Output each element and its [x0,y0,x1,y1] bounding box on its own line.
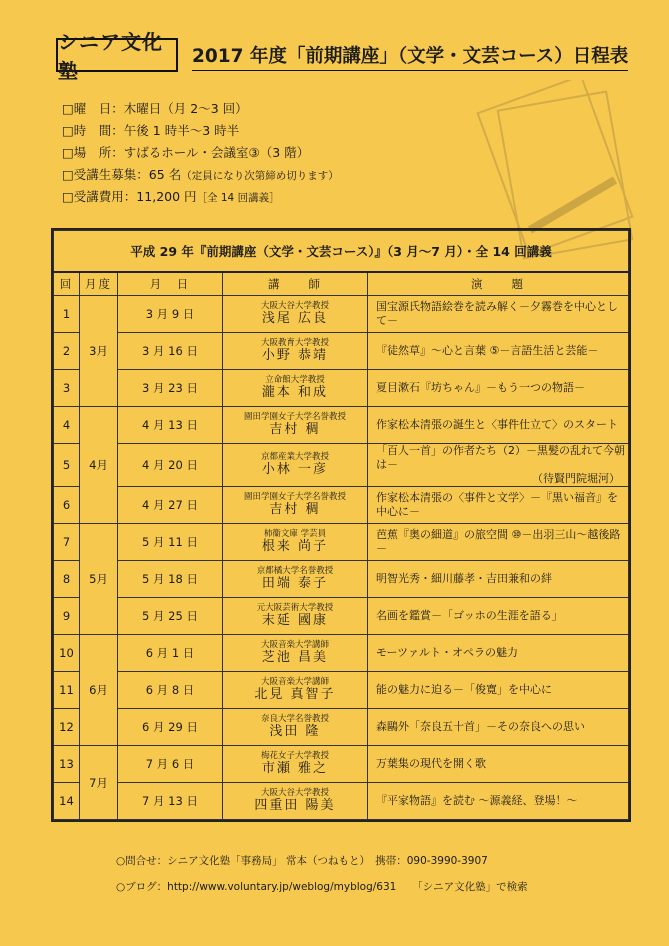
table-row [54,407,629,444]
cell-topic [368,370,629,407]
table-row [54,672,629,709]
table-row [54,370,629,407]
table-row [54,444,629,487]
info-place: □場 所：すばるホール・会議室③（3 階） [62,145,310,160]
cell-lecturer [223,296,368,333]
cell-date: 4 月 20 日 [118,444,223,487]
topic-text: 「百人一首」の作者たち（2）－黒髪の乱れて今朝は－ [376,444,625,471]
topic-text: 万葉集の現代を開く歌 [376,757,486,770]
lecturer-name: 末延 國康 [261,613,329,628]
logo-box: シニア文化塾 [56,38,178,72]
lecturer-name: 根来 尚子 [261,539,329,554]
lecturer-affiliation: 梅花女子大学教授 [260,751,329,761]
info-capacity: □受講生募集：65 名（定員になり次第締め切ります） [62,167,339,182]
cell-date: 3 月 9 日 [118,296,223,333]
cell-topic [368,598,629,635]
cell-month: 7月 [80,746,118,820]
cell-lecturer [223,783,368,820]
header-date: 月 日 [118,272,223,296]
info-fee: □受講費用：11,200 円［全 14 回講義］ [62,189,280,204]
cell-no: 5 [54,444,80,487]
cell-topic [368,746,629,783]
cell-date: 6 月 1 日 [118,635,223,672]
schedule-table [53,230,629,820]
cell-lecturer [223,598,368,635]
cell-date: 7 月 13 日 [118,783,223,820]
table-row [54,783,629,820]
cell-date: 5 月 18 日 [118,561,223,598]
info-time: □時 間：午後 1 時半～3 時半 [62,123,240,138]
course-info [62,98,482,208]
lecturer-name: 浅尾 広良 [261,311,329,326]
cell-no: 1 [54,296,80,333]
topic-text: 国宝源氏物語絵巻を読み解く－夕霧巻を中心として－ [376,300,618,327]
footer [116,848,528,900]
lecturer-name: 芝池 昌美 [261,650,329,665]
topic-text: モーツァルト・オペラの魅力 [376,646,519,659]
cell-topic [368,333,629,370]
cell-lecturer [223,672,368,709]
cell-lecturer [223,407,368,444]
lecturer-name: 市瀬 雅之 [261,761,329,776]
lecturer-name: 吉村 稠 [269,422,321,437]
cell-topic [368,635,629,672]
cell-lecturer [223,370,368,407]
topic-text: 能の魅力に迫る－「俊寛」を中心に [376,683,552,696]
cell-month: 5月 [80,524,118,635]
info-day: □曜 日：木曜日（月 2～3 回） [62,101,248,116]
header [56,30,636,83]
cell-topic [368,407,629,444]
cell-no: 11 [54,672,80,709]
cell-topic [368,487,629,524]
lecturer-affiliation: 大阪音楽大学講師 [260,677,329,687]
table-row [54,524,629,561]
cell-topic [368,524,629,561]
table-row [54,635,629,672]
table-row [54,598,629,635]
lecturer-affiliation: 大阪教育大学教授 [260,338,329,348]
cell-no: 10 [54,635,80,672]
table-caption: 平成 29 年『前期講座（文学・文芸コース）』（3 月～7 月）・全 14 回講義 [54,231,629,273]
cell-date: 5 月 25 日 [118,598,223,635]
cell-no: 3 [54,370,80,407]
cell-lecturer [223,746,368,783]
header-no: 回 [54,272,80,296]
cell-topic [368,561,629,598]
topic-text: 森鷗外「奈良五十首」－その奈良への思い [376,720,585,733]
header-month: 月度 [80,272,118,296]
lecturer-affiliation: 大阪大谷大学教授 [260,301,329,311]
table-row [54,333,629,370]
topic-text: 夏目漱石『坊ちゃん』－もう一つの物語－ [376,381,585,394]
cell-topic [368,444,629,487]
table-row [54,296,629,333]
lecturer-affiliation: 大阪音楽大学講師 [260,640,329,650]
lecturer-affiliation: 奈良大学名誉教授 [260,714,329,724]
cell-no: 12 [54,709,80,746]
lecturer-name: 吉村 稠 [269,502,321,517]
header-lecturer: 講 師 [223,272,368,296]
topic-subtext: （待賢門院堀河） [532,472,620,485]
table-row [54,746,629,783]
schedule-table-frame [51,228,631,822]
topic-text: 名画を鑑賞－「ゴッホの生涯を語る」 [376,609,563,622]
table-row [54,709,629,746]
topic-text: 芭蕉『奥の細道』の旅空間 ⑩－出羽三山～越後路－ [376,528,621,555]
page-title: 2017 年度「前期講座」（文学・文芸コース）日程表 [192,42,628,71]
cell-month: 6月 [80,635,118,746]
cell-no: 2 [54,333,80,370]
topic-text: 『徒然草』～心と言葉 ⑤－言語生活と芸能－ [376,344,599,357]
cell-topic [368,783,629,820]
lecturer-affiliation: 元大阪芸術大学教授 [256,603,334,613]
blog-line: ○ブログ：http://www.voluntary.jp/weblog/myblog/631 「シニア文化塾」で検索 [116,881,528,893]
lecturer-affiliation: 京都橘大学名誉教授 [256,566,334,576]
cell-lecturer [223,561,368,598]
cell-topic [368,709,629,746]
lecturer-affiliation: 京都産業大学教授 [260,452,329,462]
cell-no: 9 [54,598,80,635]
cell-topic [368,296,629,333]
cell-lecturer [223,444,368,487]
topic-text: 明智光秀・細川藤孝・吉田兼和の絆 [376,572,552,585]
cell-month: 4月 [80,407,118,524]
lecturer-name: 瀧本 和成 [261,385,329,400]
table-row [54,487,629,524]
cell-lecturer [223,709,368,746]
cell-no: 13 [54,746,80,783]
cell-topic [368,672,629,709]
cell-no: 7 [54,524,80,561]
cell-date: 6 月 29 日 [118,709,223,746]
cell-date: 5 月 11 日 [118,524,223,561]
topic-text: 作家松本清張の誕生と〈事件仕立て〉のスタート [376,418,618,431]
cell-date: 7 月 6 日 [118,746,223,783]
cell-lecturer [223,635,368,672]
header-topic: 演 題 [368,272,629,296]
lecturer-name: 浅田 隆 [269,724,321,739]
cell-no: 8 [54,561,80,598]
lecturer-affiliation: 立命館大学教授 [265,375,325,385]
cell-lecturer [223,487,368,524]
lecturer-name: 小野 恭靖 [261,348,329,363]
cell-date: 6 月 8 日 [118,672,223,709]
lecturer-name: 小林 一彦 [261,462,329,477]
topic-text: 作家松本清張の〈事件と文学〉－『黒い福音』を中心に－ [376,491,618,518]
lecturer-affiliation: 園田学園女子大学名誉教授 [243,492,346,502]
lecturer-name: 北見 真智子 [254,687,336,702]
lecturer-affiliation: 大阪大谷大学教授 [260,788,329,798]
cell-no: 14 [54,783,80,820]
table-row [54,561,629,598]
contact-line: ○問合せ：シニア文化塾「事務局」 常本（つねもと） 携帯：090-3990-3907 [116,855,488,867]
cell-lecturer [223,524,368,561]
lecturer-name: 田端 泰子 [261,576,329,591]
cell-date: 3 月 16 日 [118,333,223,370]
lecturer-affiliation: 柿衞文庫 学芸員 [263,529,327,539]
cell-no: 6 [54,487,80,524]
cell-lecturer [223,333,368,370]
topic-text: 『平家物語』を読む ～源義経、登場！～ [376,794,578,807]
cell-date: 3 月 23 日 [118,370,223,407]
cell-no: 4 [54,407,80,444]
lecturer-name: 四重田 陽美 [254,798,336,813]
cell-date: 4 月 13 日 [118,407,223,444]
cell-date: 4 月 27 日 [118,487,223,524]
cell-month: 3月 [80,296,118,407]
lecturer-affiliation: 園田学園女子大学名誉教授 [243,412,346,422]
